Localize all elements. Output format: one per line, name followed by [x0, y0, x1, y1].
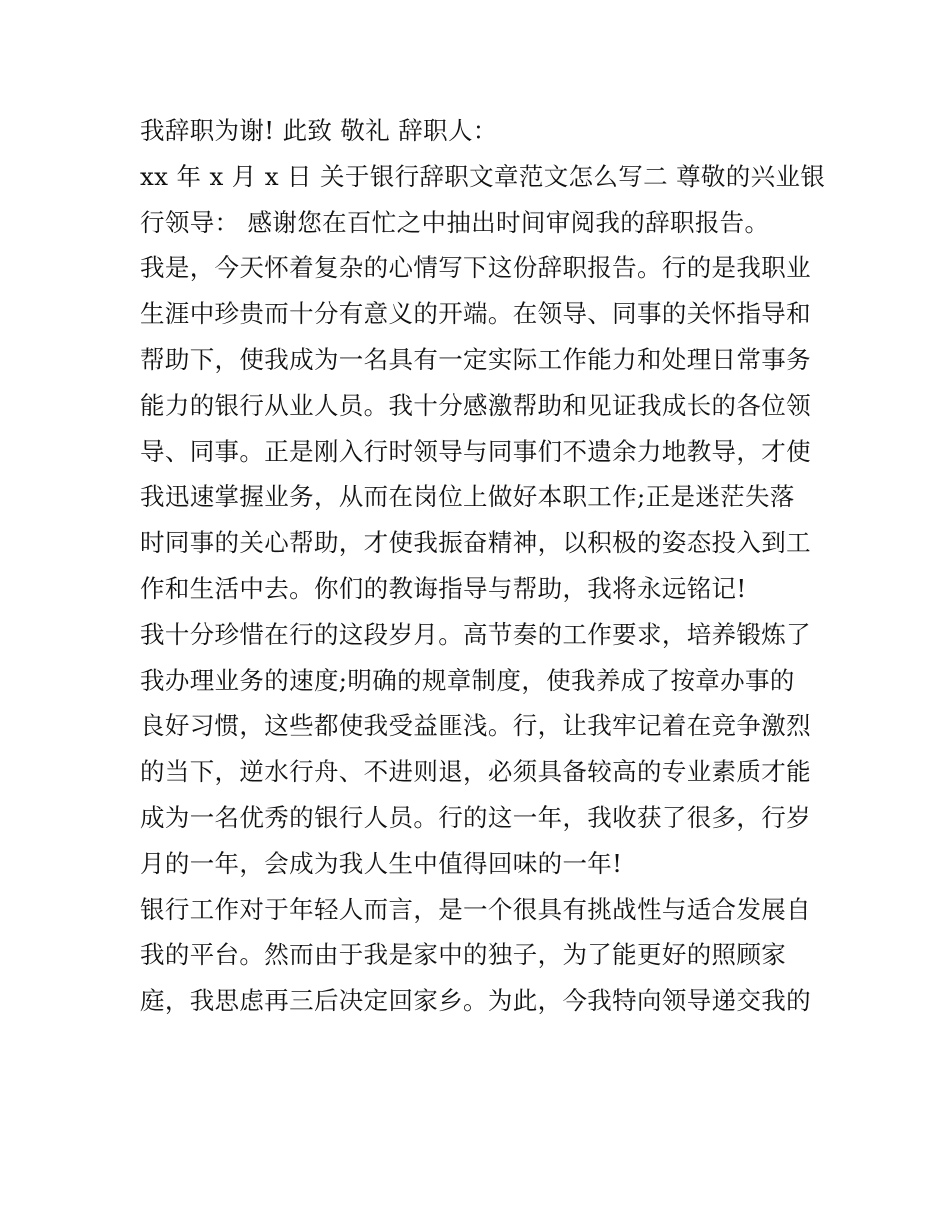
- text-line: 我十分珍惜在行的这段岁月。高节奏的工作要求，培养锻炼了: [140, 619, 811, 649]
- text-line: 庭，我思虑再三后决定回家乡。为此，今我特向领导递交我的: [140, 986, 811, 1016]
- text-line: xx 年 x 月 x 日 关于银行辞职文章范文怎么写二 尊敬的兴业银: [140, 161, 826, 191]
- text-line: 行领导： 感谢您在百忙之中抽出时间审阅我的辞职报告。: [140, 207, 770, 237]
- text-line: 我办理业务的速度;明确的规章制度，使我养成了按章办事的: [140, 665, 795, 695]
- text-line: 良好习惯，这些都使我受益匪浅。行，让我牢记着在竞争激烈: [140, 711, 811, 741]
- text-line: 时同事的关心帮助，才使我振奋精神，以积极的姿态投入到工: [140, 528, 811, 558]
- text-line: 我辞职为谢! 此致 敬礼 辞职人：: [140, 116, 498, 145]
- text-line: 月的一年，会成为我人生中值得回味的一年!: [140, 848, 623, 878]
- text-line: 能力的银行从业人员。我十分感激帮助和见证我成长的各位领: [140, 390, 811, 420]
- document-body: [140, 108, 826, 1024]
- text-line: 作和生活中去。你们的教诲指导与帮助，我将永远铭记!: [140, 573, 747, 603]
- text-line: 导、同事。正是刚入行时领导与同事们不遗余力地教导，才使: [140, 436, 811, 466]
- text-line: 的当下，逆水行舟、不进则退，必须具备较高的专业素质才能: [140, 757, 811, 787]
- text-line: 帮助下，使我成为一名具有一定实际工作能力和处理日常事务: [140, 344, 811, 374]
- text-line: 银行工作对于年轻人而言，是一个很具有挑战性与适合发展自: [140, 894, 811, 924]
- text-line: 我是，今天怀着复杂的心情写下这份辞职报告。行的是我职业: [140, 253, 811, 283]
- text-line: 我迅速掌握业务，从而在岗位上做好本职工作;正是迷茫失落: [140, 482, 795, 512]
- text-line: 成为一名优秀的银行人员。行的这一年，我收获了很多，行岁: [140, 802, 811, 832]
- text-line: 我的平台。然而由于我是家中的独子，为了能更好的照顾家: [140, 940, 787, 970]
- text-line: 生涯中珍贵而十分有意义的开端。在领导、同事的关怀指导和: [140, 299, 811, 329]
